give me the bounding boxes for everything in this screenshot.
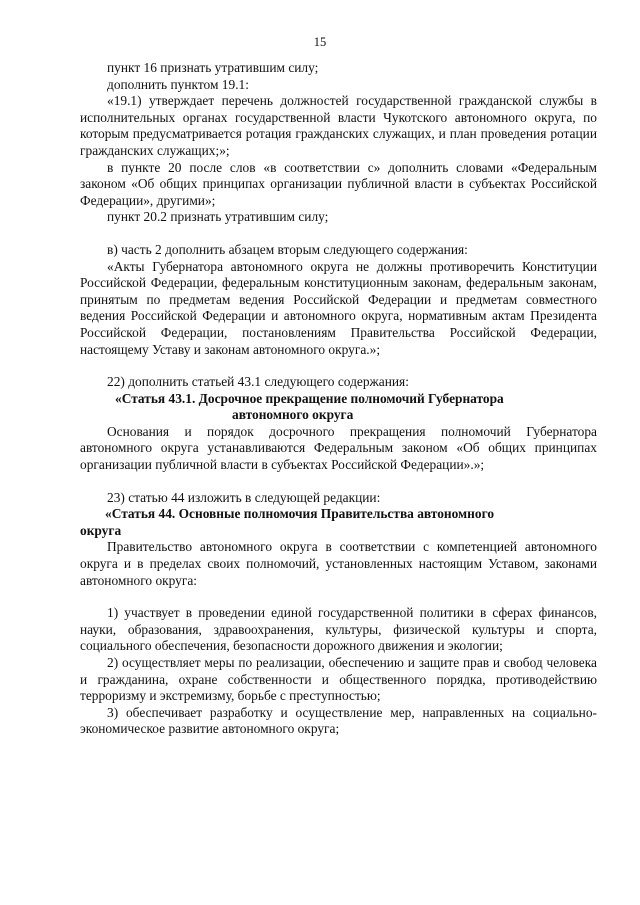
paragraph: в пункте 20 после слов «в соответствии с» дополнить словами «Федеральным законом «Об общих принципах организации публичной власти в субъектах Российской Федерации», другими»; <box>80 159 597 208</box>
paragraph: «Акты Губернатора автономного округа не должны противоречить Конституции Российской Федерации, федеральным конституционным законам, федеральным законам, принятым по предметам ведения Российской Федерации и предметам совместного ведения Российской Федерации и автономного округа, нормативным актам Президента Российской Федерации, постановлениям Правительства Российской Федерации, настоящему Уставу и законам автономного округа.»; <box>80 258 597 357</box>
paragraph: в) часть 2 дополнить абзацем вторым следующего содержания: <box>107 241 468 257</box>
document-body <box>80 60 597 738</box>
list-item: 2) осуществляет меры по реализации, обеспечению и защите прав и свобод человека и гражданина, охране собственности и общественного порядка, противодействию терроризму и экстремизму, борьбе с преступностью; <box>80 655 597 704</box>
article-heading-line: автономного округа <box>232 407 354 423</box>
paragraph: «19.1) утверждает перечень должностей государственной гражданской службы в исполнительных органах государственной власти Чукотского автономного округа, по которым предусматривается ротация гражданских служащих, и план проведения ротации гражданских служащих;»; <box>80 93 597 158</box>
list-item: 1) участвует в проведении единой государственной политики в сферах финансов, науки, образования, здравоохранения, культуры, физической культуры и спорта, социального обеспечения, безопасности дорожного движения и экологии; <box>80 605 597 654</box>
paragraph: пункт 16 признать утратившим силу; <box>107 60 319 75</box>
article-44-heading <box>80 506 597 539</box>
paragraph: Правительство автономного округа в соответствии с компетенцией автономного округа и в пределах своих полномочий, установленных настоящим Уставом, законами автономного округа: <box>80 539 597 588</box>
paragraph: 23) статью 44 изложить в следующей редакции: <box>107 489 381 505</box>
article-heading-line: «Статья 44. Основные полномочия Правительства автономного <box>105 506 495 522</box>
paragraph: 22) дополнить статьей 43.1 следующего содержания: <box>107 374 409 390</box>
article-43-1-heading <box>80 391 597 424</box>
page-number: 15 <box>313 35 327 49</box>
paragraph: пункт 20.2 признать утратившим силу; <box>107 209 329 225</box>
paragraph: Основания и порядок досрочного прекращения полномочий Губернатора автономного округа устанавливаются Федеральным законом «Об общих принципах организации публичной власти в субъектах Российской Федерации».»; <box>80 423 597 473</box>
paragraph: дополнить пунктом 19.1: <box>107 76 249 92</box>
article-heading-line: «Статья 43.1. Досрочное прекращение полномочий Губернатора <box>115 390 504 406</box>
article-heading-line: округа <box>80 522 122 538</box>
list-item: 3) обеспечивает разработку и осуществление мер, направленных на социально-экономическое развитие автономного округа; <box>80 704 597 737</box>
